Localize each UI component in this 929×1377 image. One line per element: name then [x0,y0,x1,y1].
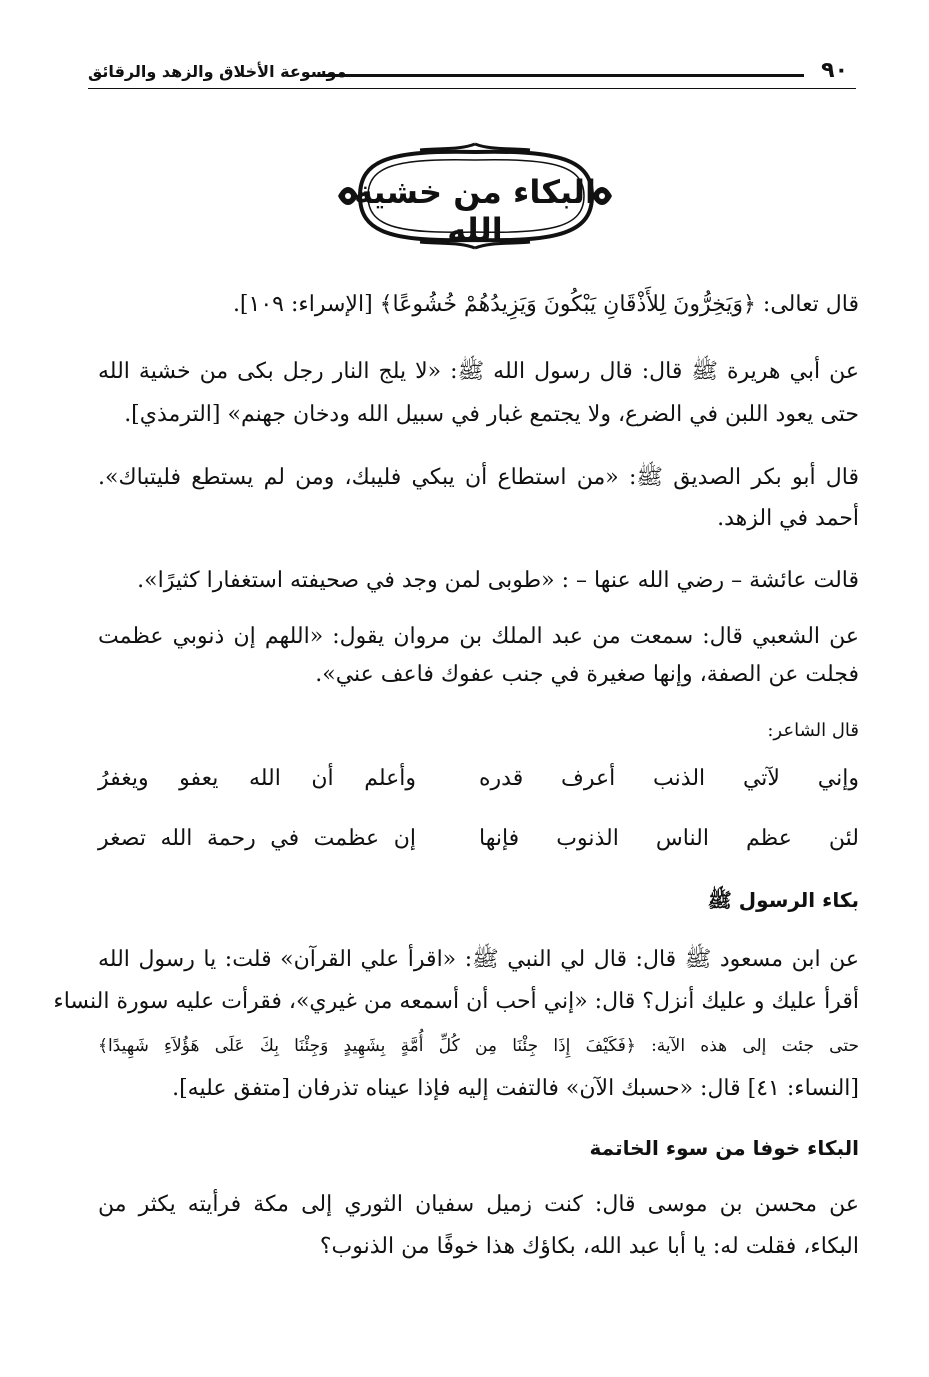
abubakr-paragraph-line: أحمد في الزهد. [717,506,859,531]
book-title: موسوعة الأخلاق والزهد والرقائق [88,62,347,81]
ibn-masud-paragraph-line: عن ابن مسعود ﷺ قال: قال لي النبي ﷺ: «اقرأ علي القرآن» قلت: يا رسول الله [98,947,859,972]
shaabi-paragraph-line: عن الشعبي قال: سمعت من عبد الملك بن مروان يقول: «اللهم إن ذنوبي عظمت [98,624,859,649]
muhsin-paragraph-line: عن محسن بن موسى قال: كنت زميل سفيان الثوري إلى مكة فرأيته يكثر من [98,1192,859,1217]
quran-verse-paragraph: قال تعالى: ﴿وَيَخِرُّونَ لِلأَذْقَانِ يَبْكُونَ وَيَزِيدُهُمْ خُشُوعًا﴾ [الإسراء: ١٠٩]. [232,292,859,317]
chapter-title: البكاء من خشية الله [353,173,596,249]
chapter-title-frame [330,140,620,252]
muhsin-paragraph-line: البكاء، فقلت له: يا أبا عبد الله، بكاؤك هذا خوفًا من الذنوب؟ [319,1234,859,1259]
ibn-masud-paragraph-line: حتى جئت إلى هذه الآية: ﴿فَكَيْفَ إِذَا جِئْنَا مِن كُلِّ أُمَّةٍ بِشَهِيدٍ وَجِئْنَا بِكَ عَلَى هَؤُلاَءِ شَهِيدًا﴾ [98,1036,859,1056]
page-number: ٩٠ [821,58,848,83]
aisha-paragraph: قالت عائشة – رضي الله عنها – : «طوبى لمن وجد في صحيفته استغفارا كثيرًا». [137,568,859,593]
poem-verse-1-second-half: وأعلم أن الله يعفو ويغفرُ [98,766,416,791]
poem-verse-1-first-half: وإني لآتي الذنب أعرف قدره [479,766,859,791]
abubakr-paragraph-line: قال أبو بكر الصديق ﷺ: «من استطاع أن يبكي فليبك، ومن لم يستطع فليتباك». [98,465,859,490]
poem-verse-2-first-half: لئن عظم الناس الذنوب فإنها [479,826,859,851]
header-rule [318,74,804,77]
section-heading: البكاء خوفا من سوء الخاتمة [589,1136,859,1160]
shaabi-paragraph-line: فجلت عن الصفة، وإنها صغيرة في جنب عفوك فاعف عني». [315,662,859,687]
poem-verse-2-second-half: إن عظمت في رحمة الله تصغر [98,826,416,851]
page-header [88,58,856,92]
section-heading: بكاء الرسول ﷺ [707,888,859,912]
hadith-paragraph-line: حتى يعود اللبن في الضرع، ولا يجتمع غبار في سبيل الله ودخان جهنم» [الترمذي]. [124,402,859,427]
ibn-masud-paragraph-line: [النساء: ٤١] قال: «حسبك الآن» فالتفت إليه فإذا عيناه تذرفان [متفق عليه]. [172,1076,859,1101]
header-underline [88,88,856,89]
poet-label: قال الشاعر: [767,720,859,741]
hadith-paragraph-line: عن أبي هريرة ﷺ قال: قال رسول الله ﷺ: «لا يلج النار رجل بكى من خشية الله [98,359,859,384]
ibn-masud-paragraph-line: أقرأ عليك و عليك أنزل؟ قال: «إني أحب أن أسمعه من غيري»، فقرأت عليه سورة النساء [53,989,859,1014]
